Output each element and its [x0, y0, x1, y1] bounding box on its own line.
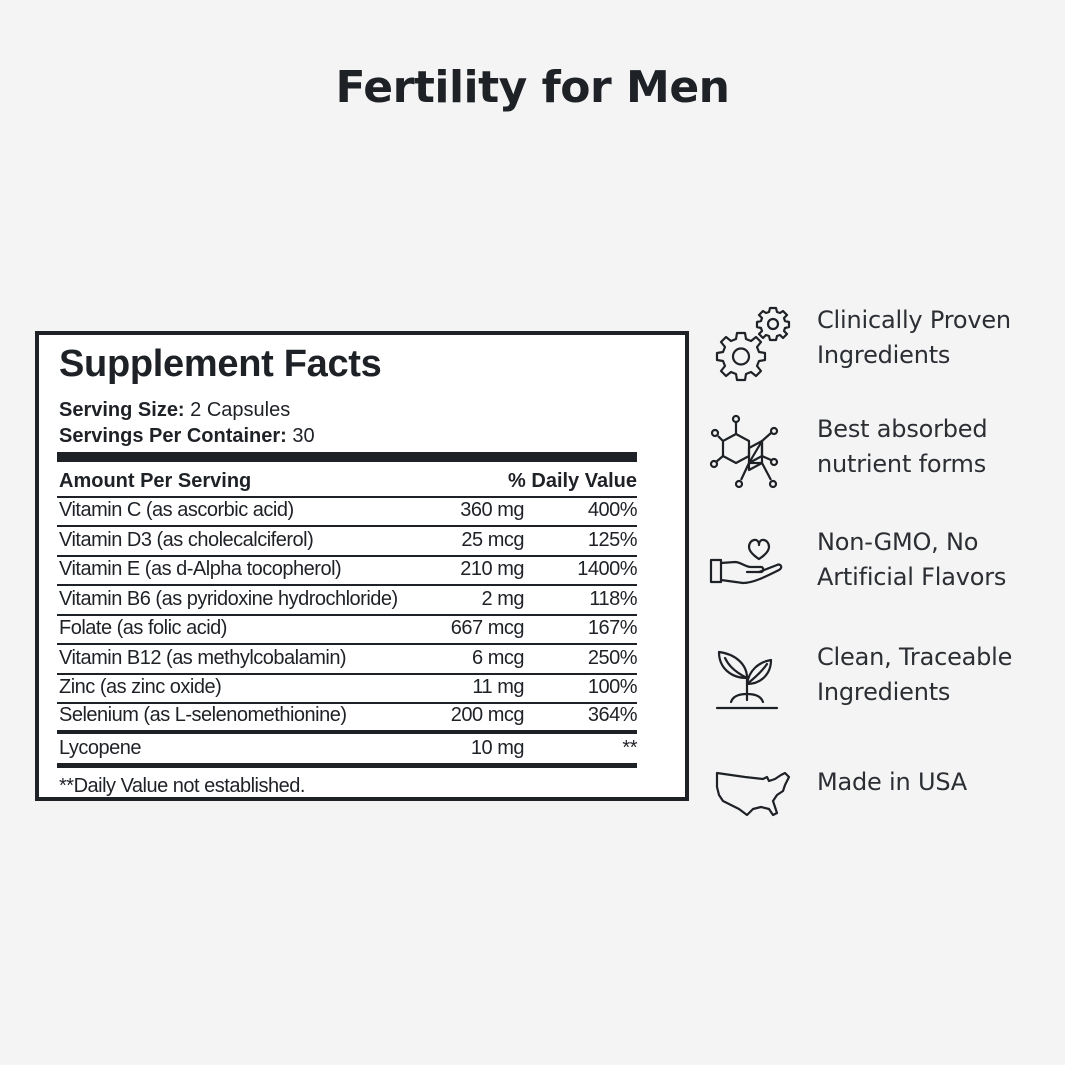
nutrient-daily-value: 1400% [577, 558, 637, 580]
feature-line: nutrient forms [817, 450, 987, 478]
thick-divider [57, 452, 637, 462]
nutrient-amount: 2 mg [481, 588, 524, 610]
nutrient-amount: 360 mg [460, 499, 524, 521]
feature-line: Clean, Traceable [817, 643, 1013, 671]
table-row [57, 498, 637, 527]
sprout-icon [705, 640, 799, 730]
nutrient-daily-value: 118% [589, 588, 637, 610]
hand-heart-icon [705, 525, 799, 615]
feature-line: Clinically Proven [817, 306, 1011, 334]
feature-clean-traceable [705, 640, 1045, 730]
nutrient-daily-value: 167% [587, 617, 637, 639]
feature-text [817, 303, 1045, 373]
table-row [57, 586, 637, 616]
nutrient-daily-value: 125% [587, 529, 637, 551]
nutrient-amount: 200 mcg [450, 704, 524, 726]
nutrient-daily-value: 364% [587, 704, 637, 726]
table-row [57, 645, 637, 675]
servings-per-container [59, 425, 315, 448]
nutrient-amount: 11 mg [472, 676, 524, 698]
feature-best-absorbed [705, 412, 1045, 502]
feature-line: Ingredients [817, 678, 951, 706]
nutrient-amount: 210 mg [460, 558, 524, 580]
nutrient-name: Vitamin B12 (as methylcobalamin) [59, 647, 347, 669]
nutrient-name: Vitamin C (as ascorbic acid) [59, 499, 294, 521]
nutrient-amount: 667 mcg [450, 617, 524, 639]
serving-size-value: 2 Capsules [184, 399, 291, 421]
table-row [57, 704, 637, 734]
feature-line: Ingredients [817, 341, 951, 369]
feature-text [817, 640, 1045, 710]
servings-per-container-value: 30 [286, 425, 315, 447]
usa-map-icon [705, 765, 799, 855]
table-row [57, 527, 637, 557]
nutrient-daily-value: 400% [587, 499, 637, 521]
nutrient-name: Vitamin E (as d-Alpha tocopherol) [59, 558, 342, 580]
header-amount-per-serving: Amount Per Serving [59, 470, 252, 492]
nutrient-name: Zinc (as zinc oxide) [59, 676, 222, 698]
table-row [57, 616, 637, 645]
facts-title: Supplement Facts [59, 343, 382, 385]
feature-text [817, 412, 1045, 482]
nutrient-amount: 10 mg [470, 737, 524, 759]
feature-clinically-proven [705, 303, 1045, 393]
servings-per-container-label: Servings Per Container: [59, 425, 287, 447]
thick-divider [57, 763, 637, 768]
table-row [57, 557, 637, 586]
nutrient-daily-value: 100% [587, 676, 637, 698]
page-title: Fertility for Men [335, 62, 730, 113]
nutrient-daily-value: 250% [587, 647, 637, 669]
feature-text [817, 525, 1045, 595]
nutrient-amount: 6 mcg [472, 647, 524, 669]
nutrient-daily-value: ** [622, 737, 637, 759]
nutrient-name: Vitamin D3 (as cholecalciferol) [59, 529, 314, 551]
facts-footnote: **Daily Value not established. [59, 775, 305, 797]
serving-size-label: Serving Size: [59, 399, 185, 421]
nutrient-name: Folate (as folic acid) [59, 617, 227, 639]
feature-line: Best absorbed [817, 415, 988, 443]
molecule-icon [705, 412, 799, 502]
feature-made-in-usa [705, 765, 1045, 855]
table-row [57, 675, 637, 704]
serving-size [59, 399, 290, 422]
nutrient-name: Vitamin B6 (as pyridoxine hydrochloride) [59, 588, 398, 610]
feature-line: Artificial Flavors [817, 563, 1007, 591]
facts-header-row [57, 462, 637, 498]
nutrient-name: Selenium (as L-selenomethionine) [59, 704, 347, 726]
nutrient-amount: 25 mcg [461, 529, 524, 551]
feature-non-gmo [705, 525, 1045, 615]
feature-line: Made in USA [817, 768, 968, 796]
nutrient-name: Lycopene [59, 737, 141, 759]
table-row [57, 734, 637, 763]
supplement-facts-panel [35, 331, 689, 801]
feature-text [817, 765, 1045, 800]
gears-icon [705, 303, 799, 393]
feature-line: Non-GMO, No [817, 528, 979, 556]
header-daily-value: % Daily Value [508, 470, 637, 492]
